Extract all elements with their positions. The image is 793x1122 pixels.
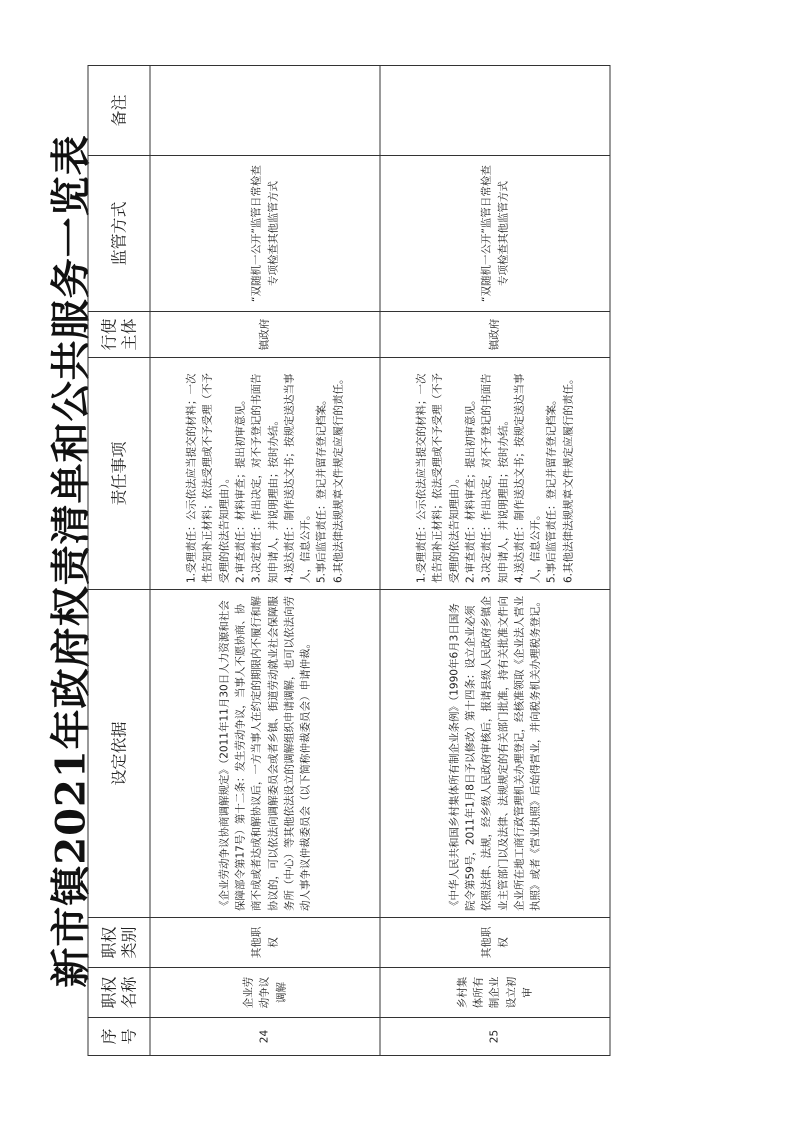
header-supervision: 监管方式: [88, 156, 150, 312]
row-category: 其他职权: [150, 918, 380, 968]
row-no: 25: [380, 1018, 610, 1056]
row-subject: 镇政府: [380, 312, 610, 358]
row-subject: 镇政府: [150, 312, 380, 358]
duty-item: 4.送达责任：制作送达文书；按规定送达当事人，信息公开。: [513, 373, 542, 583]
row-remark: [150, 66, 380, 156]
header-remark: 备注: [88, 66, 150, 156]
header-category: 职权类别: [88, 918, 150, 968]
page-title: 新市镇2021年政府权责清单和公共服务一览表: [47, 134, 95, 988]
table-row: [150, 66, 380, 1056]
header-row: [88, 66, 150, 1056]
duty-item: 6.其他法律法规规章文件规定应履行的责任。: [332, 373, 345, 583]
row-no: 24: [150, 1018, 380, 1056]
row-remark: [380, 66, 610, 156]
duty-item: 4.送达责任：制作送达文书；按规定送达当事人，信息公开。: [283, 373, 312, 583]
row-name: 乡村集体所有制企业设立初审: [380, 968, 610, 1018]
header-duties: 责任事项: [88, 358, 150, 590]
duty-item: 5.事后监管责任：登记并留存登记档案。: [315, 394, 328, 583]
header-no: 序号: [88, 1018, 150, 1056]
duty-item: 1.受理责任：公示依法应当提交的材料；一次性告知补正材料；依法受理或不予受理（不予受理的依法告知理由）。: [415, 373, 461, 583]
row-basis: 《中华人民共和国乡村集体所有制企业条例》（1990年6月3日国务院令第59号，2011年1月8日予以修改）第十四条：设立企业必须依照法律、法规，经乡级人民政府审核后，报请县级人民政府乡镇企业主管部门以及法律、法规规定的有关部门批准，持有关批准文件向企业所在地工商行政管理机关办理登记，经核准领取《企业法人营业执照》或者《营业执照》后始得营业，并向税务机关办理税务登记。: [380, 590, 610, 918]
table-row: [380, 66, 610, 1056]
duty-item: 5.事后监管责任：登记并留存登记档案。: [545, 394, 558, 583]
duty-item: 6.其他法律法规规章文件规定应履行的责任。: [562, 373, 575, 583]
row-name: 企业劳动争议调解: [150, 968, 380, 1018]
row-supervision: “双随机一公开”监管日常检查专项检查其他监管方式: [380, 156, 610, 312]
row-supervision: “双随机一公开”监管日常检查专项检查其他监管方式: [150, 156, 380, 312]
duty-item: 1.受理责任：公示依法应当提交的材料；一次性告知补正材料；依法受理或不予受理（不予受理的依法告知理由）。: [185, 373, 231, 583]
row-basis: 《企业劳动争议协商调解规定》（2011年11月30日人力资源和社会保障部令第17号）第十二条：发生劳动争议，当事人不愿协商、协商不成或者达成和解协议后，一方当事人在约定的期限内不履行和解协议的，可以依法向调解委员会或者乡镇、街道劳动就业社会保障服务所（中心）等其他依法设立的调解组织申请调解，也可以依法向劳动人事争议仲裁委员会（以下简称仲裁委员会）申请仲裁。: [150, 590, 380, 918]
duty-item: 3.决定责任：作出决定，对不予登记的书面告知申请人，并说明理由；按时办结。: [250, 373, 279, 583]
header-basis: 设定依据: [88, 590, 150, 918]
duty-item: 3.决定责任：作出决定，对不予登记的书面告知申请人，并说明理由；按时办结。: [480, 373, 509, 583]
header-name: 职权名称: [88, 968, 150, 1018]
row-duties: [380, 358, 610, 590]
responsibility-table: [88, 65, 611, 1056]
row-category: 其他职权: [380, 918, 610, 968]
header-subject: 行使主体: [88, 312, 150, 358]
duty-item: 2.审查责任：材料审查；提出初审意见。: [234, 394, 247, 583]
row-duties: [150, 358, 380, 590]
duty-item: 2.审查责任：材料审查；提出初审意见。: [464, 394, 477, 583]
